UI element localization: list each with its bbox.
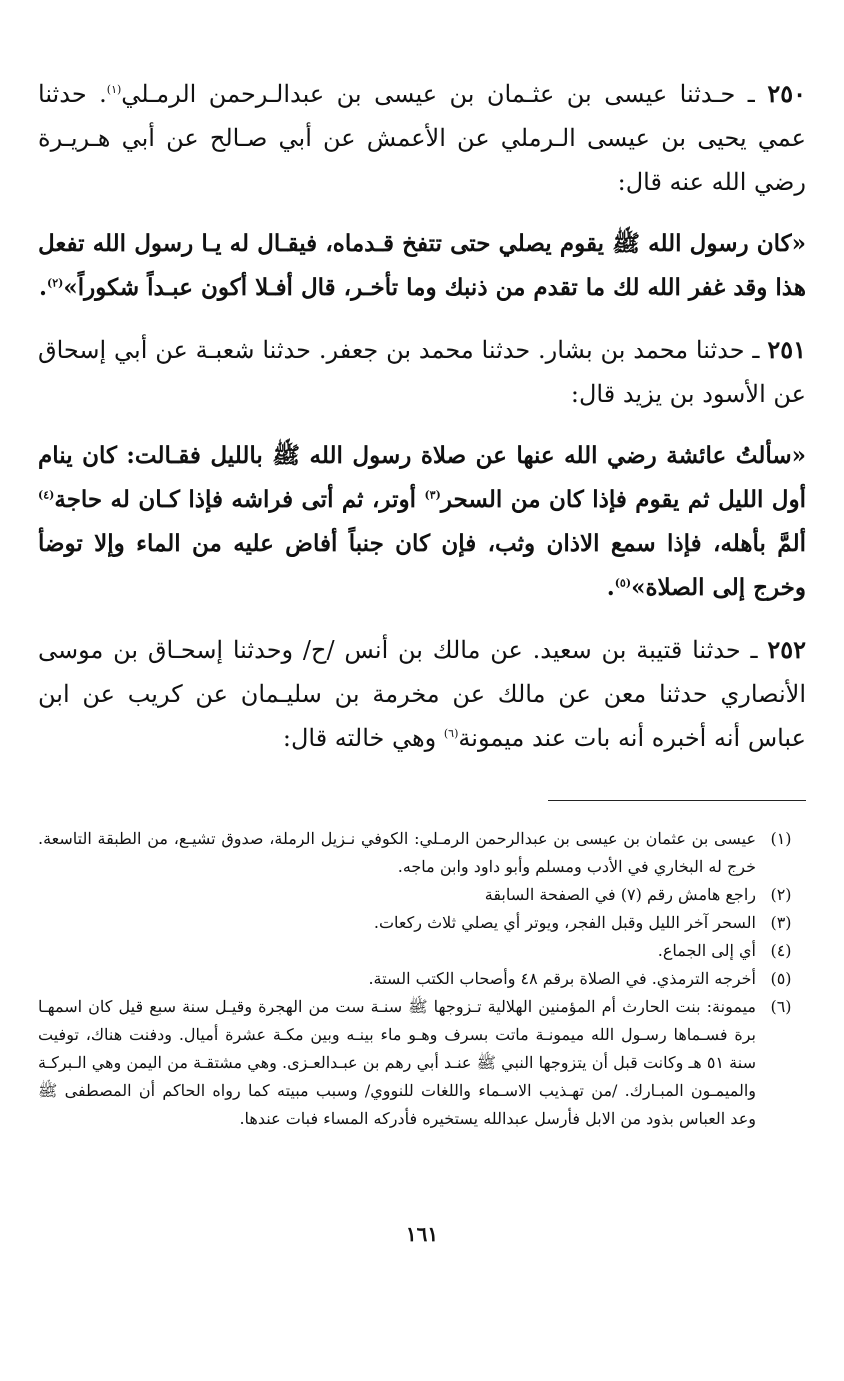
hadith-250: [38, 72, 806, 204]
footnote-number: (٤): [770, 941, 792, 960]
footnote-text: أخرجه الترمذي. في الصلاة برقم ٤٨ وأصحاب الكتب الستة.: [368, 969, 756, 988]
footnote-ref: (٦): [443, 727, 459, 740]
footnote-number: (٢): [770, 885, 792, 904]
footnote-text: السحر آخر الليل وقبل الفجر، ويوتر أي يصلي ثلاث ركعات.: [373, 913, 756, 932]
isnad-text: . حدثنا عمي يحيى بن عيسى الـرملي عن الأعمش عن أبي صـالح عن أبي هـريـرة رضي الله عنه قال:: [38, 80, 806, 196]
isnad-text: ـ حدثنا قتيبة بن سعيد. عن مالك بن أنس /ح/ وحدثنا إسحـاق بن موسى الأنصاري حدثنا معن عن مالك عن مخرمة بن سليـمان عن كريب عن ابن عباس أنه أخبره أنه بات عند ميمونة: [38, 636, 806, 752]
hadith-number: ٢٥١: [767, 335, 806, 364]
footnote-number: (٣): [770, 913, 792, 932]
footnote-separator-wrap: [38, 778, 806, 825]
hadith-250-isnad: [38, 72, 806, 204]
footnote-item: [38, 993, 806, 1133]
hadith-250-matn: [38, 222, 806, 310]
footnotes: [38, 825, 806, 1133]
hadith-250-matn-block: [38, 222, 806, 310]
hadith-251-matn: [38, 434, 806, 610]
footnote-item: [38, 825, 806, 881]
footnote-item: [38, 881, 806, 909]
isnad-text: ـ حدثنا محمد بن بشار. حدثنا محمد بن جعفر. حدثنا شعبـة عن أبي إسحاق عن الأسود بن يزيد قال:: [38, 336, 806, 408]
isnad-text: وهي خالته قال:: [282, 724, 444, 752]
matn-text: ألمَّ بأهله، فإذا سمع الاذان وثب، فإن كان جنباً أفاض عليه من الماء وإلا توضأ وخرج إلى الصلاة»: [38, 530, 806, 601]
footnote-item: [38, 937, 806, 965]
footnote-text: ميمونة: بنت الحارث أم المؤمنين الهلالية تـزوجها ﷺ سنـة ست من الهجرة وقيـل سنة سبع قيل كان اسمهـا برة فسـماها رسـول الله ميمونـة ماتت بسرف وهـو ماء بينـه وبين مكـة عشرة أميال. ودفنت هناك، توفيت سنة ٥١ هـ وكانت قبل أن يتزوجها النبي ﷺ عنـد أبي رهم بن عبـدالعـزى. وهي مشتقـة من اليمن وهي الـبركـة والميمـون المبـارك. /من تهـذيب الاسـماء واللغات للنووي/ وسبب مبيته كما رواه الحاكم أن المصطفى ﷺ وعد العباس بذود من الابل فأرسل عبدالله يستخيره فأدركه المساء فبات عندها.: [38, 997, 756, 1128]
footnote-ref: (٥): [614, 576, 632, 590]
footnote-number: (٥): [770, 969, 792, 988]
matn-text: أوتر، ثم أتى فراشه فإذا كـان له حاجة: [54, 486, 425, 513]
footnote-number: (١): [770, 829, 792, 848]
footnote-ref: (٤): [38, 488, 55, 502]
hadith-number: ٢٥٢: [767, 635, 806, 664]
hadith-252: [38, 628, 806, 760]
matn-text: «سألتُ عائشة رضي الله عنها عن صلاة رسول الله ﷺ بالليل فقـالت: كان ينام أول الليل ثم يقوم فإذا كان من السحر: [38, 442, 806, 513]
matn-text: «كان رسول الله ﷺ يقوم يصلي حتى تتفخ قـدماه، فيقـال له يـا رسول الله تفعل هذا وقد غفر الله لك ما تقدم من ذنبك وما تأخـر، قال أفـلا أكون عبـداً شكوراً»: [38, 230, 806, 301]
footnote-item: [38, 965, 806, 993]
footnote-item: [38, 909, 806, 937]
matn-end: .: [606, 574, 615, 601]
hadith-number: ٢٥٠: [767, 79, 806, 108]
hadith-251-matn-block: [38, 434, 806, 610]
footnote-text: راجع هامش رقم (٧) في الصفحة السابقة: [484, 885, 756, 904]
footnote-ref: (١): [106, 83, 122, 96]
footnote-text: عيسى بن عثمان بن عيسى بن عبدالرحمن الرمـلي: الكوفي نـزيل الرملة، صدوق تشيـع، من الطبقة التاسعة. خرج له البخاري في الأدب ومسلم وأبو داود وابن ماجه.: [38, 829, 756, 876]
footnote-ref: (٣): [424, 488, 441, 502]
footnote-ref: (٢): [47, 276, 64, 290]
footnote-number: (٦): [770, 997, 792, 1016]
hadith-252-isnad: [38, 628, 806, 760]
footnote-separator: [548, 800, 806, 801]
hadith-251: [38, 328, 806, 416]
footnote-text: أي إلى الجماع.: [657, 941, 756, 960]
hadith-251-isnad: [38, 328, 806, 416]
isnad-text: ـ حـدثنا عيسى بن عثـمان بن عيسى بن عبدالـرحمن الرمـلي: [121, 80, 755, 108]
matn-end: .: [39, 274, 48, 301]
page-number: ١٦١: [405, 1222, 439, 1246]
